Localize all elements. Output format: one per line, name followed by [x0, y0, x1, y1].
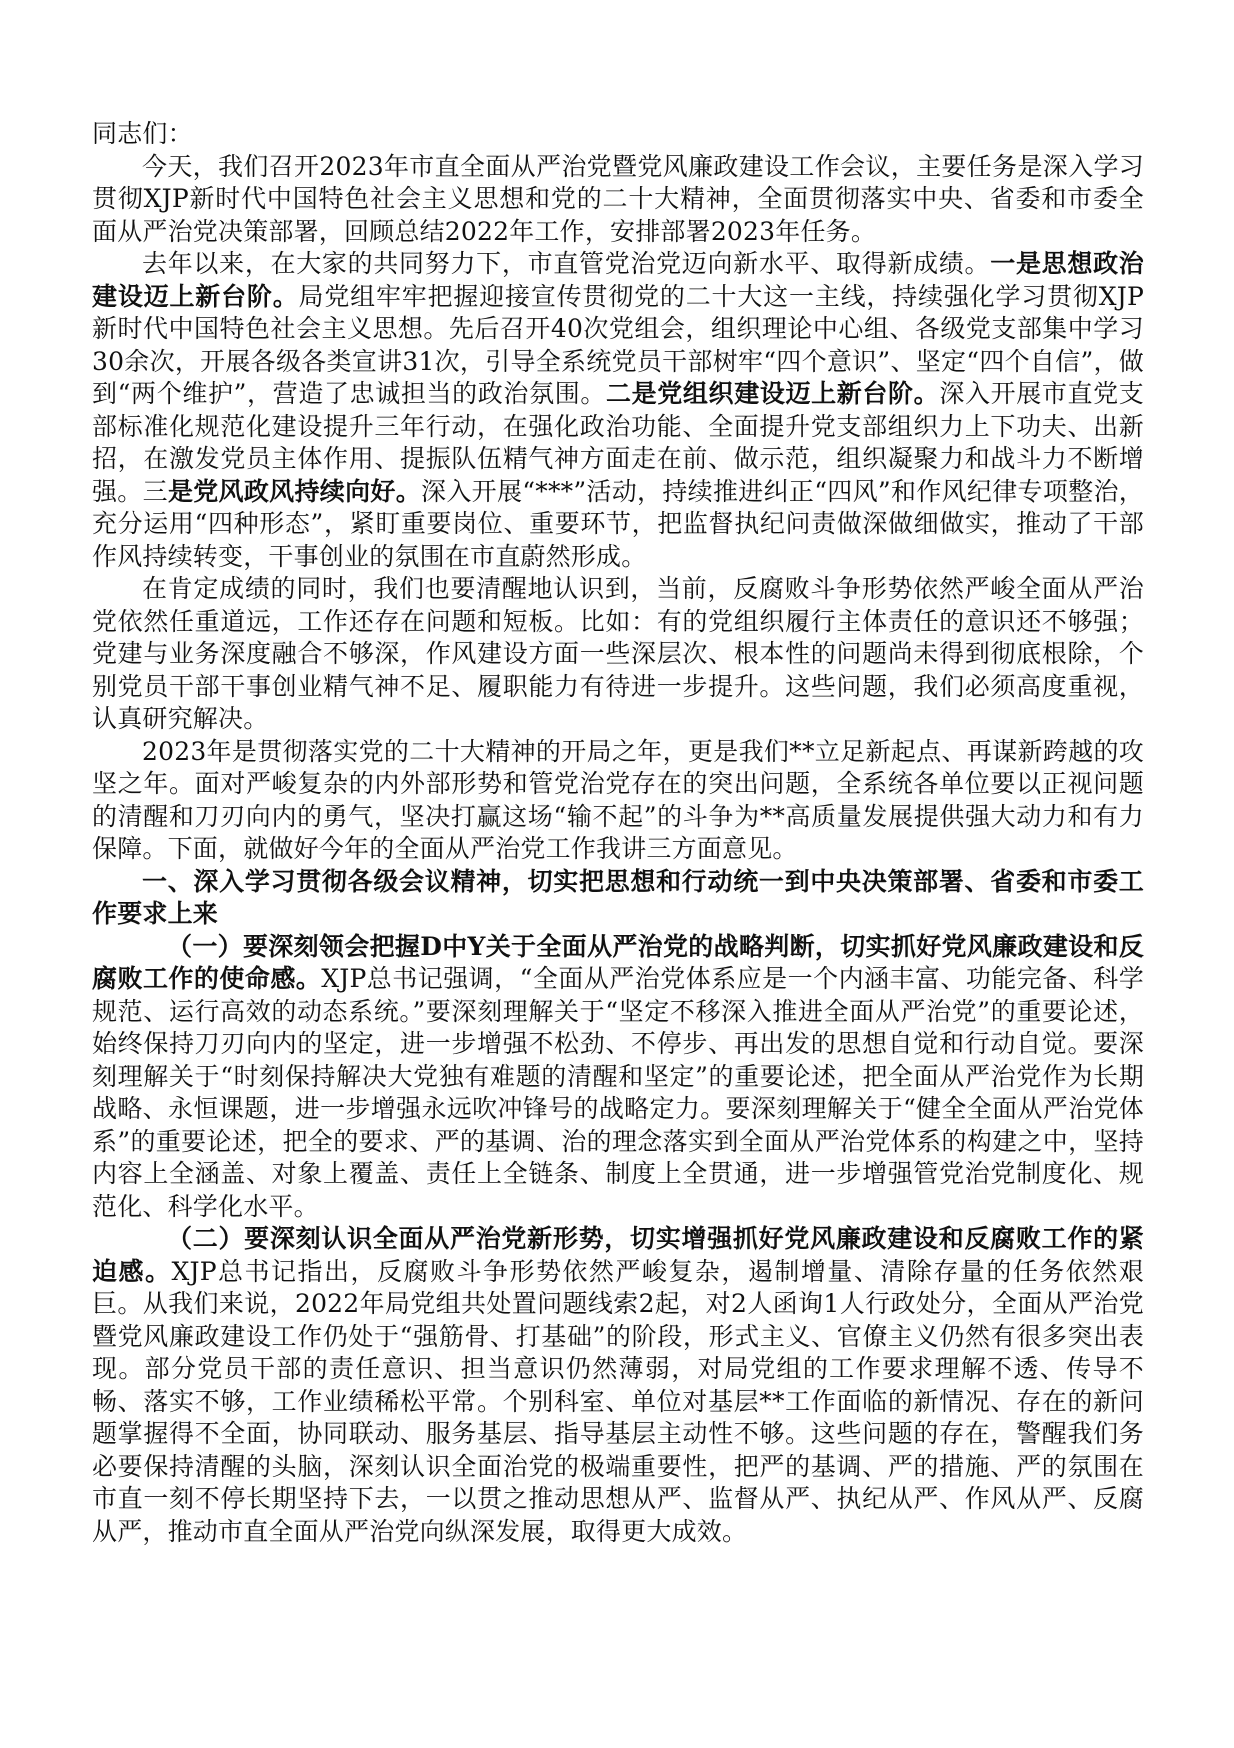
- subsection-1-text: XJP总书记强调，“全面从严治党体系应是一个内涵丰富、功能完备、科学规范、运行高效的动态系统。”要深刻理解关于“坚定不移深入推进全面从严治党”的重要论述，始终保持刀刃向内的坚定，进一步增强不松劲、不停步、再出发的思想自觉和行动自觉。要深刻理解关于“时刻保持解决大党独有难题的清醒和坚定”的重要论述，把全面从严治党作为长期战略、永恒课题，进一步增强永远吹冲锋号的战略定力。要深刻理解关于“健全全面从严治党体系”的重要论述，把全的要求、严的基调、治的理念落实到全面从严治党体系的构建之中，坚持内容上全涵盖、对象上覆盖、责任上全链条、制度上全贯通，进一步增强管党治党制度化、规范化、科学化水平。: [92, 964, 1144, 1221]
- achievements-intro: 去年以来，在大家的共同努力下，市直管党治党迈向新水平、取得新成绩。: [142, 249, 991, 278]
- subsection-2-text: XJP总书记指出，反腐败斗争形势依然严峻复杂，遏制增量、清除存量的任务依然艰巨。从我们来说，2022年局党组共处置问题线索2起，对2人函询1人行政处分，全面从严治党暨党风廉政建设工作仍处于“强筋骨、打基础”的阶段，形式主义、官僚主义仍然有很多突出表现。部分党员干部的责任意识、担当意识仍然薄弱，对局党组的工作要求理解不透、传导不畅、落实不够，工作业绩稀松平常。个别科室、单位对基层**工作面临的新情况、存在的新问题掌握得不全面，协同联动、服务基层、指导基层主动性不够。这些问题的存在，警醒我们务必要保持清醒的头脑，深刻认识全面治党的极端重要性，把严的基调、严的措施、严的氛围在市直一刻不停长期坚持下去，一以贯之推动思想从严、监督从严、执纪从严、作风从严、反腐从严，推动市直全面从严治党向纵深发展，取得更大成效。: [92, 1256, 1144, 1546]
- subsection-1-heading: （一）要深刻领会把握D中Y关于全面从严治党的战略判断，切实抓好党风廉政建设和反腐败工作的使命感。: [92, 931, 1144, 993]
- subsection-2: [92, 1223, 1144, 1548]
- section-heading-1: 一、深入学习贯彻各级会议精神，切实把思想和行动统一到中央决策部署、省委和市委工作要求上来: [92, 866, 1144, 928]
- document-page: [92, 118, 1144, 1548]
- subsection-1: [92, 931, 1144, 1224]
- greeting: 同志们：: [92, 119, 193, 148]
- paragraph-problems: 在肯定成绩的同时，我们也要清醒地认识到，当前，反腐败斗争形势依然严峻全面从严治党依然任重道远，工作还存在问题和短板。比如：有的党组织履行主体责任的意识还不够强；党建与业务深度融合不够深，作风建设方面一些深层次、根本性的问题尚未得到彻底根除，个别党员干部干事创业精气神不足、履职能力有待进一步提升。这些问题，我们必须高度重视，认真研究解决。: [92, 574, 1144, 733]
- achievement-1-heading: 一是思想政治建设迈上新台阶。: [92, 249, 1144, 311]
- achievement-3-heading: 是党风政风持续向好。: [167, 476, 422, 506]
- achievement-3-text: 深入开展“***”活动，持续推进纠正“四风”和作风纪律专项整治，充分运用“四种形态”，紧盯重要岗位、重要环节，把监督执纪问责做深做细做实，推动了干部作风持续转变，干事创业的氛围在市直蔚然形成。: [92, 476, 1144, 571]
- achievement-2-heading: 二是党组织建设迈上新台阶。: [606, 379, 940, 408]
- paragraph-opening: 今天，我们召开2023年市直全面从严治党暨党风廉政建设工作会议，主要任务是深入学习贯彻XJP新时代中国特色社会主义思想和党的二十大精神，全面贯彻落实中央、省委和市委全面从严治党决策部署，回顾总结2022年工作，安排部署2023年任务。: [92, 151, 1144, 246]
- paragraph-achievements: [92, 248, 1144, 573]
- achievement-3-prefix: 三: [142, 476, 168, 506]
- paragraph-2023: 2023年是贯彻落实党的二十大精神的开局之年，更是我们**立足新起点、再谋新跨越的攻坚之年。面对严峻复杂的内外部形势和管党治党存在的突出问题，全系统各单位要以正视问题的清醒和刀刃向内的勇气，坚决打赢这场“输不起”的斗争为**高质量发展提供强大动力和有力保障。下面，就做好今年的全面从严治党工作我讲三方面意见。: [92, 736, 1144, 863]
- achievement-1-text: 局党组牢牢把握迎接宣传贯彻党的二十大这一主线，持续强化学习贯彻XJP新时代中国特色社会主义思想。先后召开40次党组会，组织理论中心组、各级党支部集中学习30余次，开展各级各类宣讲31次，引导全系统党员干部树牢“四个意识”、坚定“四个自信”，做到“两个维护”，营造了忠诚担当的政治氛围。: [92, 281, 1144, 408]
- subsection-2-heading: （二）要深刻认识全面从严治党新形势，切实增强抓好党风廉政建设和反腐败工作的紧迫感。: [92, 1224, 1144, 1286]
- achievement-2-text: 深入开展市直党支部标准化规范化建设提升三年行动，在强化政治功能、全面提升党支部组织力上下功夫、出新招，在激发党员主体作用、提振队伍精气神方面走在前、做示范，组织凝聚力和战斗力不断增强。: [92, 379, 1145, 506]
